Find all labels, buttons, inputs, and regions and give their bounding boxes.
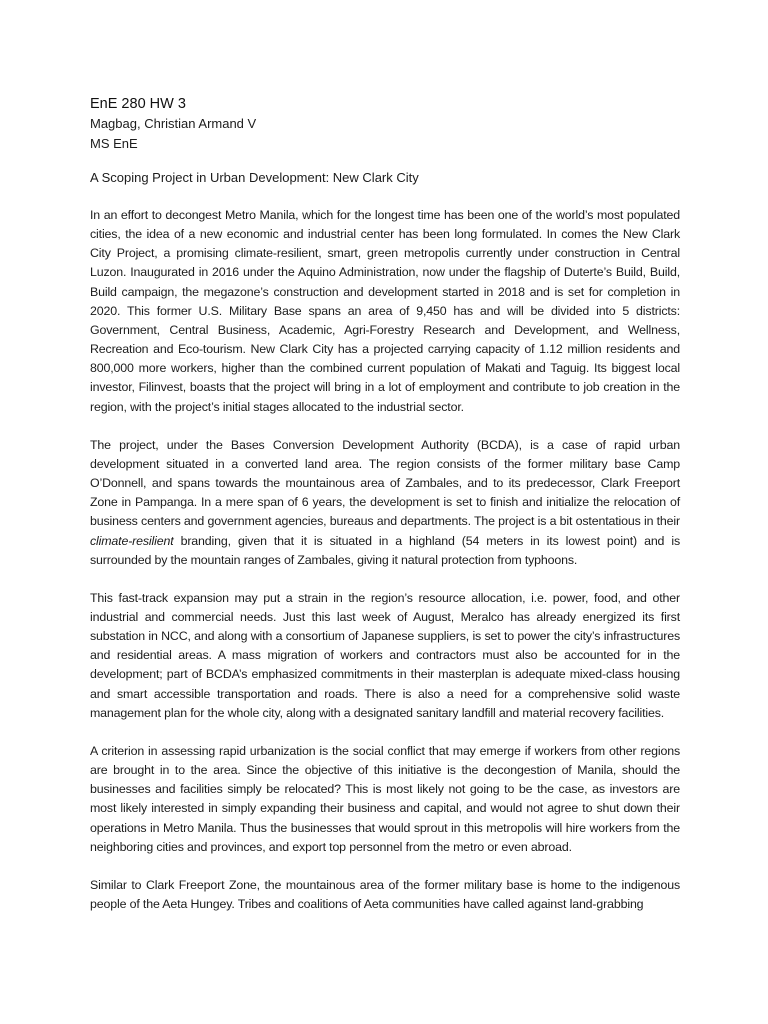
paragraph-4: A criterion in assessing rapid urbanization is the social conflict that may emerge if workers from other regions are brought in to the area. Since the objective of this initiative is the decongestion of Manila, should the businesses and facilities simply be relocated? This is most likely not going to be the case, as investors are most likely interested in simply expanding their business and capital, and would not agree to shut down their operations in Metro Manila. Thus the businesses that would sprout in this metropolis will hire workers from the neighboring cities and provinces, and export top personnel from the metro or even abroad.: [90, 743, 680, 854]
paragraph-2-italic-term: climate-resilient: [90, 533, 174, 548]
document-subtitle: A Scoping Project in Urban Development: New Clark City: [90, 170, 419, 185]
paragraph-1: In an effort to decongest Metro Manila, which for the longest time has been one of the world’s most populated cities, the idea of a new economic and industrial center has been long formulated. In comes the New Clark City Project, a promising climate-resilient, smart, green metropolis currently under construction in Central Luzon. Inaugurated in 2016 under the Aquino Administration, now under the flagship of Duterte’s Build, Build, Build campaign, the megazone’s construction and development started in 2018 and is set for completion in 2020. This former U.S. Military Base spans an area of 9,450 has and will be divided into 5 districts: Government, Central Business, Academic, Agri-Forestry Research and Development, and Wellness, Recreation and Eco-tourism. New Clark City has a projected carrying capacity of 1.12 million residents and 800,000 more workers, higher than the combined current population of Makati and Taguig. Its biggest local investor, Filinvest, boasts that the project will bring in a lot of employment and contribute to job creation in the region, with the project’s initial stages allocated to the industrial sector.: [90, 208, 680, 414]
paragraph-3: This fast-track expansion may put a strain in the region’s resource allocation, i.e. power, food, and other industrial and commercial needs. Just this last week of August, Meralco has already energized its first substation in NCC, and along with a consortium of Japanese suppliers, is set to power the city’s infrastructures and residential areas. A mass migration of workers and contractors must also be accounted for in the development; part of BCDA’s emphasized commitments in their masterplan is adequate mixed-class housing and smart accessible transportation and roads. There is also a need for a comprehensive solid waste management plan for the whole city, along with a designated sanitary landfill and material recovery facilities.: [90, 590, 680, 720]
paragraph-2-text-before: The project, under the Bases Conversion Development Authority (BCDA), is a case of rapid urban development situated in a converted land area. The region consists of the former military base Camp O’Donnell, and spans towards the mountainous area of Zambales, and to its predecessor, Clark Freeport Zone in Pampanga. In a mere span of 6 years, the development is set to finish and initialize the relocation of business centers and government agencies, bureaus and departments. The project is a bit ostentatious in their: [90, 437, 680, 529]
paragraph-2: [90, 436, 680, 570]
paragraph-2-text-after: branding, given that it is situated in a highland (54 meters in its lowest point) and is surrounded by the mountain ranges of Zambales, giving it natural protection from typhoons.: [90, 533, 680, 567]
paragraph-5: Similar to Clark Freeport Zone, the mountainous area of the former military base is home to the indigenous people of the Aeta Hungey. Tribes and coalitions of Aeta communities have called against land-grabbing: [90, 877, 680, 911]
document-title: EnE 280 HW 3: [90, 96, 186, 112]
document-page: [90, 94, 680, 914]
program-name: MS EnE: [90, 136, 138, 151]
author-name: Magbag, Christian Armand V: [90, 116, 257, 131]
